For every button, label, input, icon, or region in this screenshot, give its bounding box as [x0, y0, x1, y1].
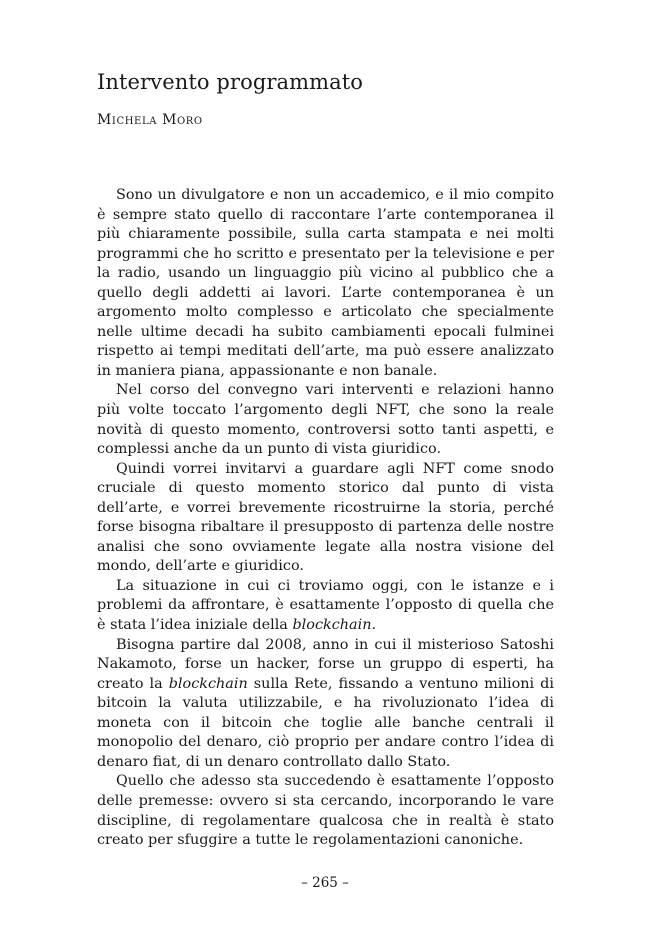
paragraph — [97, 381, 554, 459]
page-number: – 265 – — [301, 875, 349, 891]
italic-term: blockchain — [168, 675, 248, 692]
paragraph — [97, 772, 554, 850]
body-text — [97, 186, 554, 851]
text-run: sulla Rete, fissando a ventuno milioni di bitcoin la valuta utilizzabile, e ha rivoluzionato l’idea di moneta con il bitcoin che toglie alle banche centrali il monopolio del denaro, ciò proprio per andare contro l’idea di denaro fiat, di un denaro controllato dallo Stato. — [97, 675, 554, 770]
paragraph — [97, 186, 554, 381]
text-run: Quello che adesso sta succedendo è esattamente l’opposto delle premesse: ovvero si sta cercando, incorporando le vare discipline, di regolamentare qualcosa che in realtà è stato creato per sfuggire a tutte le regolamentazioni canoniche. — [97, 773, 554, 849]
text-run: . — [371, 617, 377, 634]
text-run: Bisogna partire dal 2008, anno in cui il misterioso Satoshi Nakamoto, forse un hacker, forse un gruppo di esperti, ha creato la — [97, 636, 554, 692]
text-run: Quindi vorrei invitarvi a guardare agli NFT come snodo cruciale di questo momento storico dal punto di vista dell’arte, e vorrei brevemente ricostruirne la storia, perché forse bisogna ribaltare il presupposto di partenza delle nostre analisi che sono ovviamente legate alla nostra visione del mondo, dell’arte e giuridico. — [97, 460, 554, 575]
text-run: Nel corso del convegno vari interventi e relazioni hanno più volte toccato l’argomento degli NFT, che sono la reale novità di questo momento, controversi sotto tanti aspetti, e complessi anche da un punto di vista giuridico. — [97, 382, 554, 458]
paragraph — [97, 460, 554, 577]
text-run: Sono un divulgatore e non un accademico, e il mio compito è sempre stato quello di raccontare l’arte contemporanea il più chiaramente possibile, sulla carta stampata e nei molti programmi che ho scritto e presentato per la televisione e per la radio, usando un linguaggio più vicino al pubblico che a quello degli addetti ai lavori. L’arte contemporanea è un argomento molto complesso e articolato che specialmente nelle ultime decadi ha subito cambiamenti epocali fulminei rispetto ai tempi meditati dell’arte, ma può essere analizzato in maniera piana, appassionante e non banale. — [97, 187, 554, 379]
text-run: La situazione in cui ci troviamo oggi, con le istanze e i problemi da affrontare, è esattamente l’opposto di quella che è stata l’idea iniziale della — [97, 577, 554, 634]
chapter-title: Intervento programmato — [97, 70, 364, 94]
italic-term: blockchain — [292, 617, 372, 634]
paragraph — [97, 636, 554, 773]
paragraph — [97, 577, 554, 636]
author-name: Michela Moro — [97, 112, 203, 128]
